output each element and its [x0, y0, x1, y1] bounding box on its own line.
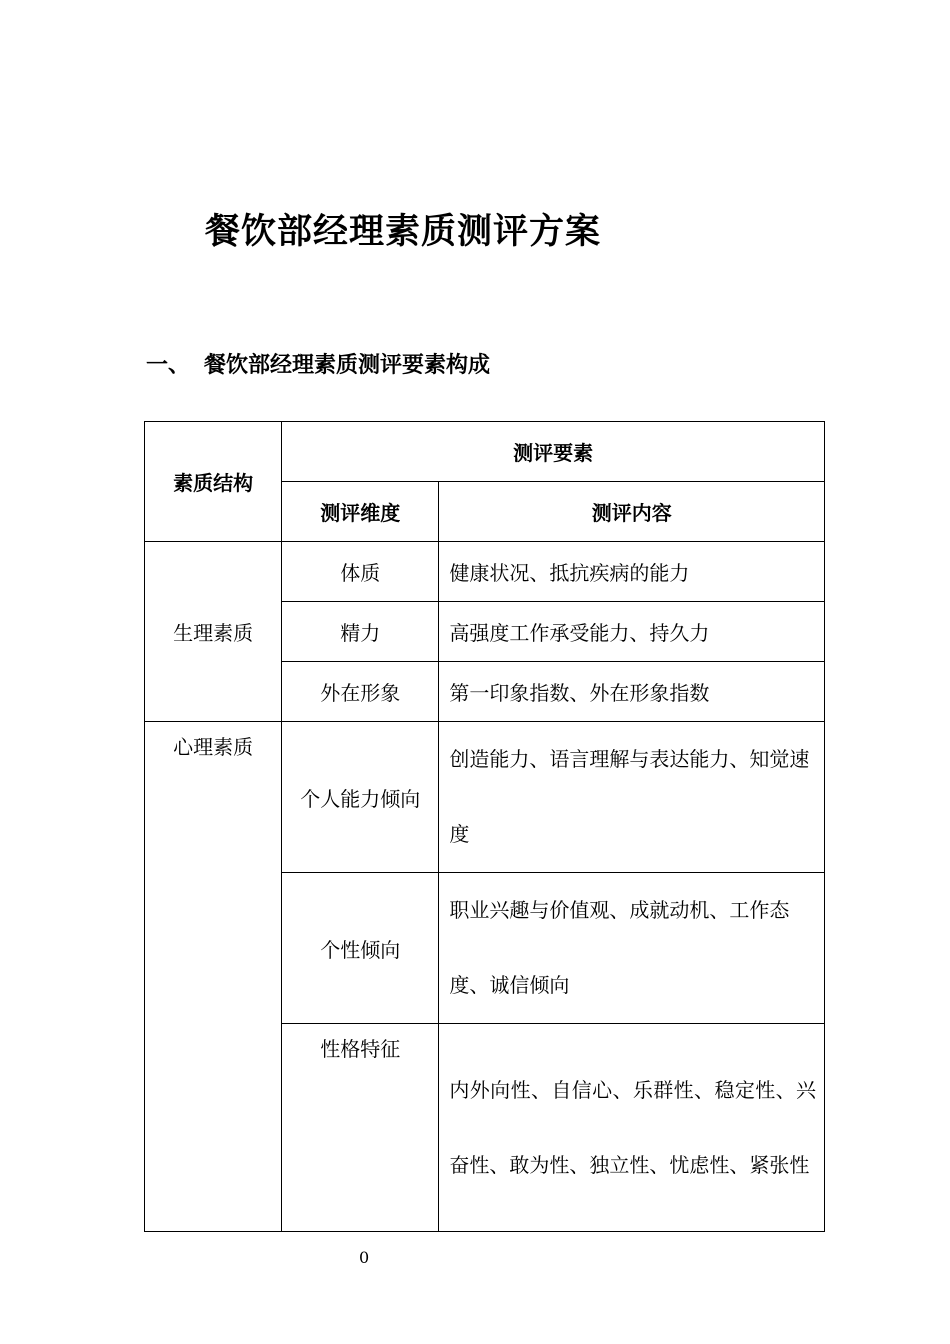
- content-cell: 内外向性、自信心、乐群性、稳定性、兴奋性、敢为性、独立性、忧虑性、紧张性: [439, 1024, 825, 1232]
- section-number: 一、: [146, 353, 191, 378]
- section-title: 餐饮部经理素质测评要素构成: [204, 353, 491, 378]
- content-cell: 第一印象指数、外在形象指数: [439, 662, 825, 722]
- content-cell: 创造能力、语言理解与表达能力、知觉速度: [439, 722, 825, 873]
- dimension-cell: 性格特征: [282, 1024, 439, 1232]
- dimension-cell: 精力: [282, 602, 439, 662]
- header-elements: 测评要素: [282, 422, 825, 482]
- evaluation-table: [144, 421, 825, 1232]
- header-content: 测评内容: [439, 482, 825, 542]
- dimension-cell: 体质: [282, 542, 439, 602]
- content-cell: 健康状况、抵抗疾病的能力: [439, 542, 825, 602]
- page-number: 0: [359, 1248, 370, 1267]
- header-structure: 素质结构: [145, 422, 282, 542]
- content-cell: 职业兴趣与价值观、成就动机、工作态度、诚信倾向: [439, 873, 825, 1024]
- dimension-cell: 个人能力倾向: [282, 722, 439, 873]
- section-heading: [146, 348, 490, 379]
- table-row: [145, 722, 825, 873]
- structure-cell: 心理素质: [145, 722, 282, 1232]
- table-row: [145, 542, 825, 602]
- header-dimension: 测评维度: [282, 482, 439, 542]
- dimension-cell: 个性倾向: [282, 873, 439, 1024]
- structure-cell: 生理素质: [145, 542, 282, 722]
- document-title: 餐饮部经理素质测评方案: [205, 212, 602, 252]
- content-cell: 高强度工作承受能力、持久力: [439, 602, 825, 662]
- dimension-cell: 外在形象: [282, 662, 439, 722]
